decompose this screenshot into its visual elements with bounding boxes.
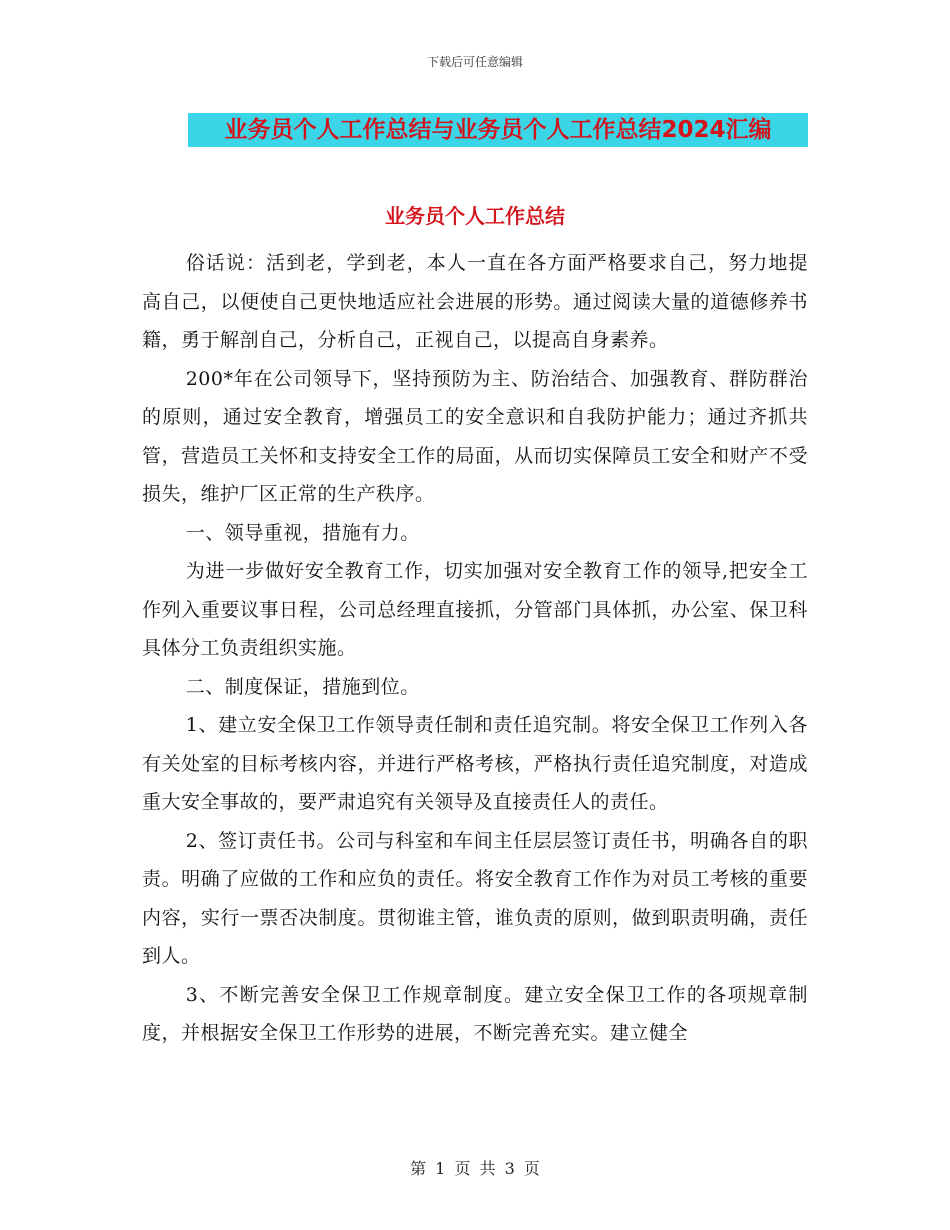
paragraph-overview: 200*年在公司领导下，坚持预防为主、防治结合、加强教育、群防群治的原则，通过安全教育，增强员工的安全意识和自我防护能力；通过齐抓共管，营造员工关怀和支持安全工作的局面，从而切实保障员工安全和财产不受损失，维护厂区正常的生产秩序。 [142, 367, 808, 505]
heading-leadership: 一、领导重视，措施有力。 [185, 521, 420, 544]
paragraph-item-3: 3、不断完善安全保卫工作规章制度。建立安全保卫工作的各项规章制度，并根据安全保卫工作形势的进展，不断完善充实。建立健全 [142, 983, 808, 1044]
document-body [142, 244, 808, 1053]
page-header-note: 下载后可任意编辑 [426, 55, 523, 69]
page-number: 第 1 页 共 3 页 [410, 1159, 540, 1178]
paragraph-item-2: 2、签订责任书。公司与科室和车间主任层层签订责任书，明确各自的职责。明确了应做的工作和应负的责任。将安全教育工作作为对员工考核的重要内容，实行一票否决制度。贯彻谁主管，谁负责的原则，做到职责明确，责任到人。 [142, 829, 808, 967]
paragraph-intro: 俗话说：活到老，学到老，本人一直在各方面严格要求自己，努力地提高自己，以便使自己更快地适应社会进展的形势。通过阅读大量的道德修养书籍，勇于解剖自己，分析自己，正视自己，以提高自身素养。 [142, 252, 808, 351]
paragraph-leadership: 为进一步做好安全教育工作，切实加强对安全教育工作的领导,把安全工作列入重要议事日程，公司总经理直接抓，分管部门具体抓，办公室、保卫科具体分工负责组织实施。 [142, 560, 808, 659]
heading-system: 二、制度保证，措施到位。 [185, 675, 420, 698]
document-title: 业务员个人工作总结与业务员个人工作总结2024汇编 [188, 113, 808, 147]
section-title: 业务员个人工作总结 [385, 204, 565, 228]
paragraph-item-1: 1、建立安全保卫工作领导责任制和责任追究制。将安全保卫工作列入各有关处室的目标考核内容，并进行严格考核，严格执行责任追究制度，对造成重大安全事故的，要严肃追究有关领导及直接责任人的责任。 [142, 714, 808, 813]
